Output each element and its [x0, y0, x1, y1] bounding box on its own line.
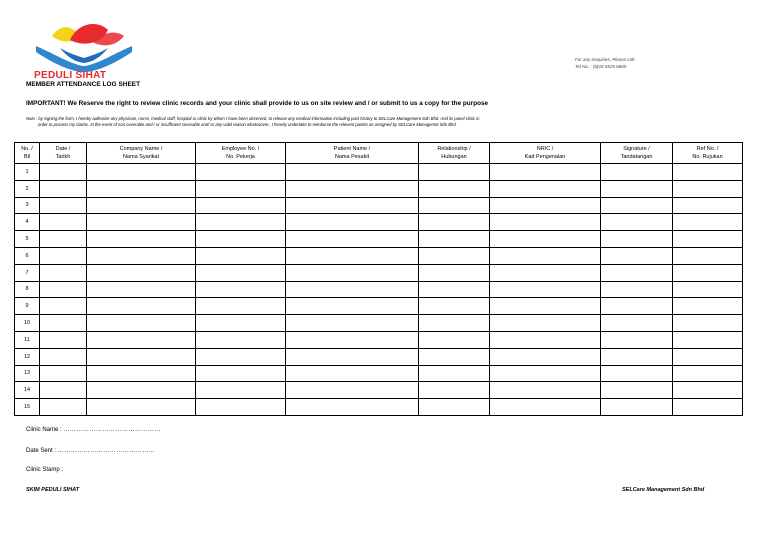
table-cell[interactable]: [87, 264, 196, 281]
table-cell[interactable]: [87, 365, 196, 382]
table-cell[interactable]: [490, 298, 601, 315]
row-number: 15: [15, 399, 40, 416]
row-number: 6: [15, 247, 40, 264]
column-header-line-1: Company Name /: [119, 146, 163, 152]
table-cell[interactable]: [87, 180, 196, 197]
table-cell[interactable]: [286, 231, 419, 248]
table-cell[interactable]: [40, 281, 87, 298]
table-cell[interactable]: [87, 281, 196, 298]
table-cell[interactable]: [286, 315, 419, 332]
row-number: 13: [15, 365, 40, 382]
table-cell[interactable]: [286, 264, 419, 281]
table-cell[interactable]: [40, 399, 87, 416]
table-cell[interactable]: [419, 247, 490, 264]
table-cell[interactable]: [673, 214, 743, 231]
column-header-line-1: NRIC /: [536, 146, 554, 152]
table-cell[interactable]: [40, 197, 87, 214]
table-cell[interactable]: [490, 180, 601, 197]
table-row: [15, 331, 743, 348]
table-cell[interactable]: [87, 214, 196, 231]
table-cell[interactable]: [601, 264, 673, 281]
table-cell[interactable]: [601, 365, 673, 382]
column-header-line-1: Date /: [55, 146, 71, 152]
table-cell[interactable]: [87, 164, 196, 181]
table-cell[interactable]: [673, 180, 743, 197]
table-cell[interactable]: [419, 348, 490, 365]
column-header: [601, 143, 673, 164]
table-cell[interactable]: [40, 348, 87, 365]
table-cell[interactable]: [286, 365, 419, 382]
table-cell[interactable]: [196, 382, 286, 399]
row-number: 10: [15, 315, 40, 332]
table-cell[interactable]: [419, 315, 490, 332]
table-cell[interactable]: [196, 247, 286, 264]
table-row: [15, 399, 743, 416]
table-cell[interactable]: [196, 399, 286, 416]
column-header-line-1: No. /: [21, 146, 33, 152]
table-cell[interactable]: [419, 264, 490, 281]
table-cell[interactable]: [601, 315, 673, 332]
enquiry-info: [575, 56, 637, 70]
date-sent-label: Date Sent :: [26, 448, 57, 454]
table-cell[interactable]: [87, 348, 196, 365]
table-cell[interactable]: [286, 214, 419, 231]
table-cell[interactable]: [286, 197, 419, 214]
table-row: [15, 281, 743, 298]
table-cell[interactable]: [40, 164, 87, 181]
scheme-name: SKIM PEDULI SIHAT: [26, 487, 80, 493]
table-cell[interactable]: [196, 231, 286, 248]
column-header-line-2: No. Rujukan: [692, 154, 723, 160]
table-cell[interactable]: [490, 164, 601, 181]
table-cell[interactable]: [196, 264, 286, 281]
table-cell[interactable]: [673, 348, 743, 365]
row-number: 8: [15, 281, 40, 298]
table-cell[interactable]: [601, 298, 673, 315]
table-cell[interactable]: [196, 214, 286, 231]
column-header-line-2: Nama Syarikat: [122, 154, 160, 160]
attendance-table: [14, 142, 743, 416]
table-cell[interactable]: [601, 164, 673, 181]
table-cell[interactable]: [601, 247, 673, 264]
date-sent-line: [26, 448, 155, 454]
table-cell[interactable]: [196, 164, 286, 181]
logo-text: PEDULI SIHAT: [34, 70, 107, 81]
date-sent-field[interactable]: ………………………………………: [57, 448, 156, 454]
row-number: 4: [15, 214, 40, 231]
table-cell[interactable]: [419, 197, 490, 214]
table-cell[interactable]: [601, 382, 673, 399]
table-cell[interactable]: [40, 180, 87, 197]
table-row: [15, 315, 743, 332]
table-cell[interactable]: [196, 197, 286, 214]
enquiry-line: For any enquiries, Please call :: [575, 57, 637, 62]
note-line-1: Note : by signing the form, I hereby authorize any physician, nurse, medical staff, hospital or clinic by whom I have been observed, to release any medical information including past history to SELCare Management Sdn Bhd. And its panel clinic in: [26, 116, 480, 121]
table-cell[interactable]: [286, 180, 419, 197]
table-cell[interactable]: [419, 164, 490, 181]
table-cell[interactable]: [673, 399, 743, 416]
table-cell[interactable]: [490, 264, 601, 281]
row-number: 1: [15, 164, 40, 181]
table-cell[interactable]: [40, 231, 87, 248]
table-cell[interactable]: [490, 331, 601, 348]
table-cell[interactable]: [40, 298, 87, 315]
table-cell[interactable]: [286, 281, 419, 298]
table-cell[interactable]: [419, 365, 490, 382]
row-number: 11: [15, 331, 40, 348]
clinic-name-label: Clinic Name :: [26, 427, 62, 433]
column-header: [490, 143, 601, 164]
table-cell[interactable]: [673, 264, 743, 281]
table-cell[interactable]: [490, 382, 601, 399]
column-header: [196, 143, 286, 164]
table-cell[interactable]: [286, 331, 419, 348]
table-row: [15, 180, 743, 197]
table-cell[interactable]: [40, 214, 87, 231]
row-number: 5: [15, 231, 40, 248]
table-cell[interactable]: [419, 382, 490, 399]
row-number: 2: [15, 180, 40, 197]
table-cell[interactable]: [601, 231, 673, 248]
column-header: [673, 143, 743, 164]
table-cell[interactable]: [196, 348, 286, 365]
table-cell[interactable]: [490, 399, 601, 416]
enquiry-phone: Tel No. : (6)03-5525 6600: [575, 64, 627, 69]
table-header-row: [15, 143, 743, 164]
table-row: [15, 264, 743, 281]
column-header-line-2: No. Pekerja: [226, 154, 255, 160]
table-cell[interactable]: [490, 315, 601, 332]
table-cell[interactable]: [673, 231, 743, 248]
column-header: [40, 143, 87, 164]
company-name: SELCare Management Sdn Bhd: [622, 487, 705, 493]
table-cell[interactable]: [196, 180, 286, 197]
table-cell[interactable]: [601, 281, 673, 298]
table-cell[interactable]: [601, 197, 673, 214]
table-cell[interactable]: [601, 180, 673, 197]
table-cell[interactable]: [673, 164, 743, 181]
table-cell[interactable]: [196, 331, 286, 348]
table-row: [15, 348, 743, 365]
column-header-line-2: Tarikh: [55, 154, 71, 160]
table-cell[interactable]: [419, 281, 490, 298]
column-header-line-2: Kad Pengenalan: [524, 154, 566, 160]
column-header-line-1: Signature /: [623, 146, 650, 152]
table-cell[interactable]: [87, 231, 196, 248]
table-cell[interactable]: [601, 348, 673, 365]
table-cell[interactable]: [673, 247, 743, 264]
page-title: MEMBER ATTENDANCE LOG SHEET: [26, 81, 141, 88]
table-row: [15, 214, 743, 231]
table-cell[interactable]: [490, 197, 601, 214]
table-cell[interactable]: [419, 298, 490, 315]
table-cell[interactable]: [601, 399, 673, 416]
column-header-line-1: Employee No. /: [221, 146, 260, 152]
table-cell[interactable]: [490, 348, 601, 365]
table-cell[interactable]: [87, 197, 196, 214]
column-header-line-2: Tandatangan: [620, 154, 653, 160]
table-cell[interactable]: [419, 180, 490, 197]
important-notice: IMPORTANT! We Reserve the right to review clinic records and your clinic shall provide to us on site review and / or submit to us a copy for the purpose: [26, 100, 489, 107]
table-cell[interactable]: [40, 315, 87, 332]
table-row: [15, 164, 743, 181]
note-paragraph: [26, 116, 686, 128]
table-row: [15, 382, 743, 399]
column-header: [419, 143, 490, 164]
table-cell[interactable]: [673, 281, 743, 298]
table-cell[interactable]: [40, 365, 87, 382]
table-cell[interactable]: [419, 231, 490, 248]
table-cell[interactable]: [490, 281, 601, 298]
column-header-line-1: Ref No. /: [696, 146, 719, 152]
note-line-2: order to process my claims. In the event of non coverable and / or insufficient coverable and/ or any valid reason whatsoever., I hereby undertake to reimburse the relevent parties as assigned by SELCare Managemnt Sdn Bhd.: [38, 122, 457, 127]
table-cell[interactable]: [673, 298, 743, 315]
table-cell[interactable]: [286, 382, 419, 399]
clinic-name-field[interactable]: ………………………………………: [63, 427, 161, 433]
table-cell[interactable]: [87, 298, 196, 315]
row-number: 12: [15, 348, 40, 365]
table-cell[interactable]: [490, 247, 601, 264]
table-cell[interactable]: [40, 264, 87, 281]
table-cell[interactable]: [87, 331, 196, 348]
table-cell[interactable]: [196, 365, 286, 382]
table-cell[interactable]: [87, 382, 196, 399]
table-cell[interactable]: [40, 331, 87, 348]
table-cell[interactable]: [490, 214, 601, 231]
column-header-line-2: Nama Pesakit: [334, 154, 370, 160]
clinic-stamp-label: Clinic Stamp :: [26, 467, 64, 473]
table-cell[interactable]: [87, 315, 196, 332]
column-header-line-2: Hubungan: [441, 154, 467, 160]
column-header-line-2: Bil: [23, 154, 31, 160]
table-cell[interactable]: [286, 298, 419, 315]
row-number: 7: [15, 264, 40, 281]
clinic-stamp-line: [26, 467, 63, 473]
column-header: [286, 143, 419, 164]
table-cell[interactable]: [673, 315, 743, 332]
table-cell[interactable]: [419, 331, 490, 348]
table-cell[interactable]: [196, 315, 286, 332]
table-cell[interactable]: [673, 331, 743, 348]
table-cell[interactable]: [673, 365, 743, 382]
table-body: [15, 164, 743, 416]
table-cell[interactable]: [40, 247, 87, 264]
table-cell[interactable]: [196, 298, 286, 315]
table-cell[interactable]: [87, 247, 196, 264]
table-cell[interactable]: [601, 214, 673, 231]
table-cell[interactable]: [601, 331, 673, 348]
table-cell[interactable]: [40, 382, 87, 399]
row-number: 14: [15, 382, 40, 399]
table-cell[interactable]: [286, 247, 419, 264]
table-cell[interactable]: [87, 399, 196, 416]
table-cell[interactable]: [196, 281, 286, 298]
table-cell[interactable]: [673, 382, 743, 399]
table-cell[interactable]: [673, 197, 743, 214]
table-cell[interactable]: [490, 365, 601, 382]
row-number: 3: [15, 197, 40, 214]
table-cell[interactable]: [419, 214, 490, 231]
table-row: [15, 247, 743, 264]
table-cell[interactable]: [419, 399, 490, 416]
table-row: [15, 298, 743, 315]
clinic-name-line: [26, 427, 161, 433]
table-cell[interactable]: [286, 164, 419, 181]
column-header-line-1: Patient Name /: [333, 146, 371, 152]
table-row: [15, 365, 743, 382]
table-row: [15, 197, 743, 214]
column-header: [15, 143, 40, 164]
table-cell[interactable]: [286, 399, 419, 416]
column-header: [87, 143, 196, 164]
table-row: [15, 231, 743, 248]
row-number: 9: [15, 298, 40, 315]
table-cell[interactable]: [490, 231, 601, 248]
column-header-line-1: Relationship /: [437, 146, 471, 152]
table-cell[interactable]: [286, 348, 419, 365]
